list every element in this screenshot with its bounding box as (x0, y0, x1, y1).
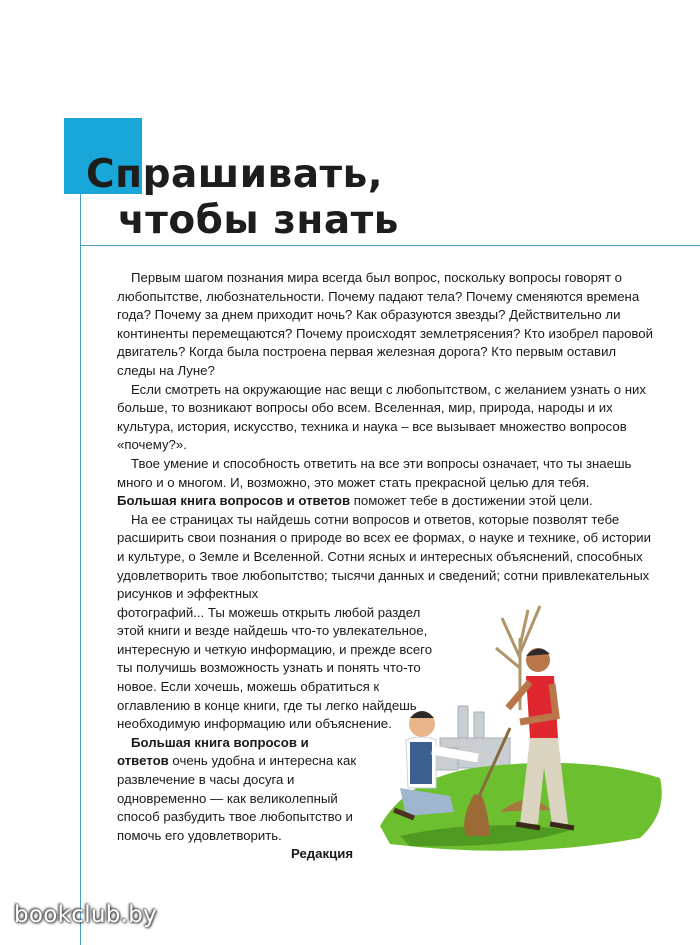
paragraph-3-tail: поможет тебе в достижении этой цели. (350, 493, 593, 509)
paragraph-4-cont: фотографий... Ты можешь открыть любой раздел этой книги и везде найдешь что-то увлекательное, интересную и четкую информацию, и прежде всего ты получишь возможность узнать и понять что-то новое. Если хочешь, можешь обратиться к оглавлению в конце книги, где ты легко найдешь необходимую информацию или объяснение. (117, 604, 433, 732)
paragraph-3-cont (117, 492, 657, 511)
watermark: bookclub.by (14, 902, 158, 928)
paragraph-1: Первым шагом познания мира всегда был вопрос, поскольку вопросы говорят о любопытстве, любознательности. Почему падают тела? Почему сменяются времена года? Почему за днем приходит ночь? Как образуются звезды? Действительно ли континенты перемещаются? Почему происходят землетрясения? Кто изобрел паровой двигатель? Когда была построена первая железная дорога? Кто первым оставил следы на Луне? (117, 270, 653, 378)
title-underline-rule (80, 245, 700, 246)
page-title (86, 152, 399, 244)
paragraph-3 (117, 455, 657, 492)
book-title-bold: Большая книга вопросов и ответов (117, 493, 351, 509)
paragraph-4: На ее страницах ты найдешь сотни вопросов и ответов, которые позволят тебе расширить свои познания о природе во всех ее формах, о науке и технике, об истории и культуре, о Земле и Вселенной. Сотни ясных и интересных объяснений, способных удовлетворить твое любопытство; тысячи данных и сведений; сотни привлекательных рисунков и эффектных (117, 511, 652, 602)
left-margin-rule (80, 194, 81, 945)
book-title-bold-2: Большая книга вопросов и ответов (117, 734, 309, 769)
paragraph-5 (117, 734, 362, 846)
boys-planting-tree-illustration (370, 598, 670, 863)
page-title-line2: чтобы знать (118, 198, 399, 243)
paragraph-3-text: Твое умение и способность ответить на все эти вопросы означает, что ты знаешь много и о многом. И, возможно, это может стать прекрасной целью для тебя. (117, 455, 632, 490)
signature: Редакция (291, 846, 354, 861)
page-title-line1: Спрашивать, (86, 152, 384, 197)
paragraph-5-tail: очень удобна и интересна как развлечение в часы досуга и одновременно — как великолепный способ разбудить твое любопытство и помочь его удовлетворить. (117, 753, 357, 843)
paragraph-2: Если смотреть на окружающие нас вещи с любопытством, с желанием узнать о них больше, то возникают вопросы обо всем. Вселенная, мир, природа, народы и их культура, история, искусство, техника и наука – все вызывает множество вопросов «почему?». (117, 381, 646, 453)
